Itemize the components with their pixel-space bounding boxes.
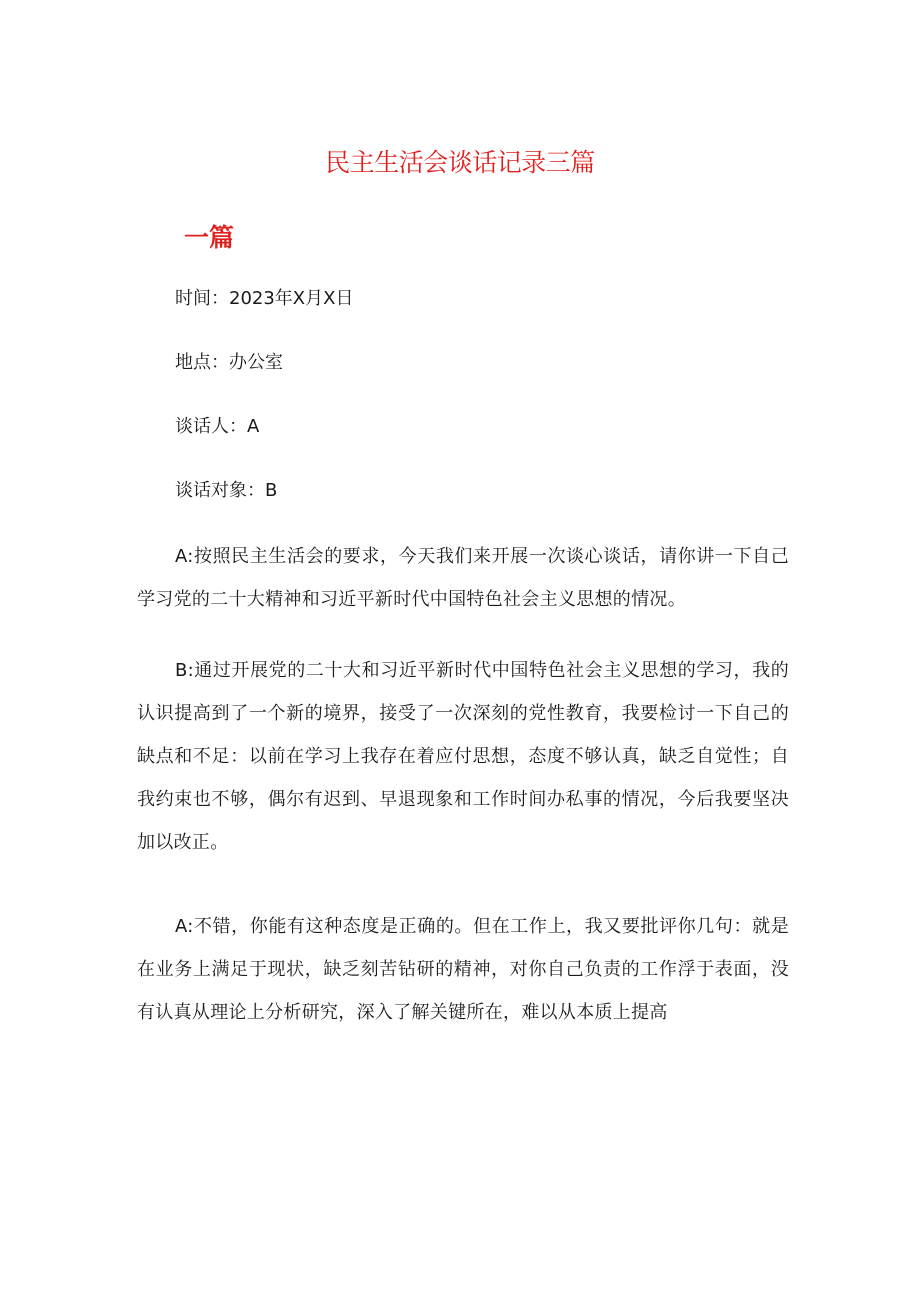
meta-time: 时间：2023年X月X日 (175, 288, 354, 309)
paragraph-a-question: A:按照民主生活会的要求，今天我们来开展一次谈心谈话，请你讲一下自己学习党的二十大精神和习近平新时代中国特色社会主义思想的情况。 (137, 546, 789, 610)
paragraph-b-answer: B:通过开展党的二十大和习近平新时代中国特色社会主义思想的学习，我的认识提高到了一个新的境界，接受了一次深刻的党性教育，我要检讨一下自己的缺点和不足：以前在学习上我存在着应付思想，态度不够认真，缺乏自觉性；自我约束也不够，偶尔有迟到、早退现象和工作时间办私事的情况，今后我要坚决加以改正。 (137, 660, 789, 853)
meta-place: 地点：办公室 (175, 352, 283, 373)
section-heading: 一篇 (184, 223, 235, 252)
document-title: 民主生活会谈话记录三篇 (325, 148, 595, 177)
meta-target: 谈话对象：B (175, 480, 278, 501)
paragraph-a-comment: A:不错，你能有这种态度是正确的。但在工作上，我又要批评你几句：就是在业务上满足于现状，缺乏刻苦钻研的精神，对你自己负责的工作浮于表面，没有认真从理论上分析研究，深入了解关键所在，难以从本质上提高 (137, 916, 789, 1023)
meta-speaker: 谈话人：A (175, 416, 260, 437)
